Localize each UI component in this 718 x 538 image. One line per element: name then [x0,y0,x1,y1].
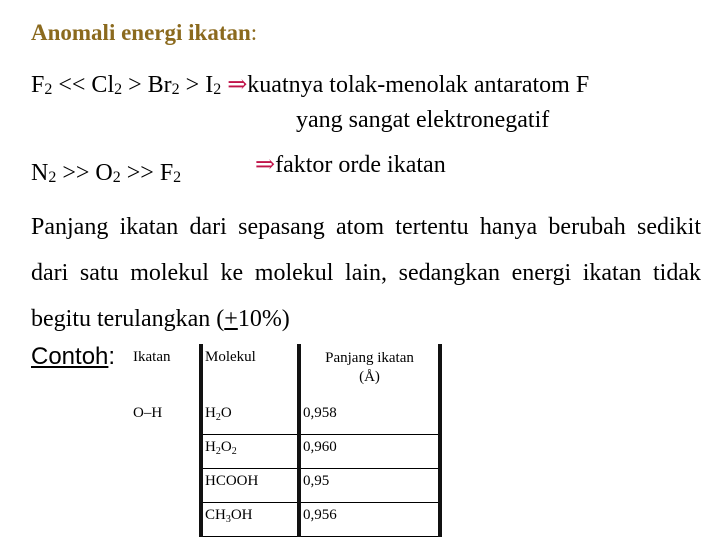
subscript: 2 [44,81,53,98]
paragraph-text: Panjang ikatan dari sepasang atom tertentu hanya berubah sedikit dari satu molekul ke molekul lain, sedangkan energi ikatan tidak begitu terulangkan ( [31,214,701,332]
subscript: 2 [48,169,57,186]
header-panjang-label: Panjang ikatan [325,350,414,366]
mol-sub: 3 [225,514,231,525]
header-unit: (Å) [359,369,380,385]
explanation-line1: kuatnya tolak-menolak antaratom F [247,72,590,98]
subscript: 2 [171,81,180,98]
example-colon: : [108,343,116,370]
table-row [133,469,440,503]
molecule-cell [201,469,299,503]
mol-part: OH [230,507,253,523]
mol-part: HCOOH [205,473,259,489]
mol-sub: 2 [215,446,221,457]
empty-cell [133,469,201,503]
table-row [133,435,440,469]
mol-part: O [220,439,232,455]
formula-n: N [31,160,49,186]
mol-sub: 2 [215,412,221,423]
explanation-line2-text: faktor orde ikatan [275,152,446,178]
halogen-comparison [31,70,589,99]
body-paragraph [31,204,701,342]
header-molekul: Molekul [201,344,299,401]
molecule-cell [201,401,299,435]
table-row [133,401,440,435]
formula-f2: >> F [120,160,174,186]
molecule-cell [201,435,299,469]
subscript: 2 [213,81,222,98]
formula-o: >> O [56,160,113,186]
mol-part: CH [205,507,226,523]
formula-br: > Br [122,72,172,98]
explanation-line1-cont: yang sangat elektronegatif [296,107,550,133]
bond-type: O–H [133,405,163,421]
bond-length-value: 0,95 [299,469,440,503]
mol-sub: 2 [231,446,237,457]
empty-cell [133,435,201,469]
plus-minus-sign: + [224,306,238,332]
table-row [133,503,440,537]
explanation-line2 [255,150,446,179]
empty-cell [133,503,201,537]
page-title [31,20,257,46]
implies-arrow-icon: ⇒ [255,152,276,178]
molecule-cell [201,503,299,537]
mol-part: O [220,405,232,421]
formula-cl: << Cl [52,72,115,98]
formula-f: F [31,72,45,98]
diatomic-comparison [31,160,181,187]
subscript: 2 [112,169,121,186]
bond-length-value: 0,960 [299,435,440,469]
header-panjang [299,344,440,401]
title-text: Anomali energi ikatan [31,20,251,45]
formula-i: > I [179,72,214,98]
header-ikatan: Ikatan [133,349,171,365]
title-colon: : [250,20,258,45]
mol-part: H [205,439,216,455]
mol-part: H [205,405,216,421]
example-label [31,343,115,371]
example-label-text: Contoh [31,343,109,370]
bond-length-table [133,344,442,537]
subscript: 2 [173,169,182,186]
implies-arrow-icon: ⇒ [227,72,248,98]
paragraph-end: 10%) [237,306,290,332]
bond-length-value: 0,956 [299,503,440,537]
bond-length-value: 0,958 [299,401,440,435]
subscript: 2 [114,81,123,98]
table-header-row [133,344,440,401]
